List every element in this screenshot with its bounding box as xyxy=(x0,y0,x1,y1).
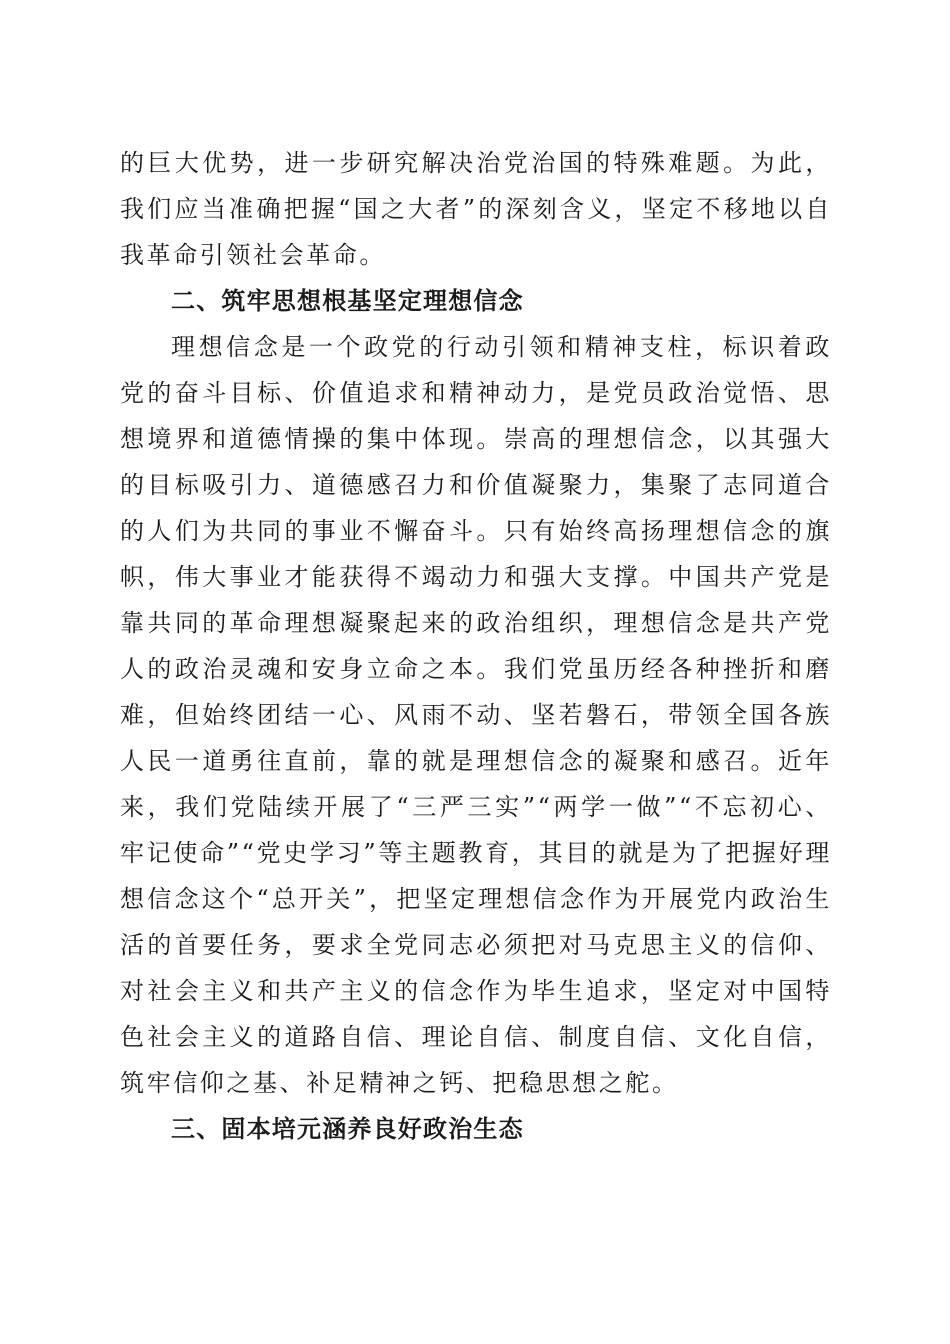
section-heading-2: 二、筑牢思想根基坚定理想信念 xyxy=(171,287,524,315)
continued-paragraph: 的巨大优势，进一步研究解决治党治国的特殊难题。为此，我们应当准确把握“国之大者”的深刻含义，坚定不移地以自我革命引领社会革命。 xyxy=(120,149,832,269)
section-2-paragraph: 理想信念是一个政党的行动引领和精神支柱，标识着政党的奋斗目标、价值追求和精神动力，是党员政治觉悟、思想境界和道德情操的集中体现。崇高的理想信念，以其强大的目标吸引力、道德感召力和价值凝聚力，集聚了志同道合的人们为共同的事业不懈奋斗。只有始终高扬理想信念的旗帜，伟大事业才能获得不竭动力和强大支撑。中国共产党是靠共同的革命理想凝聚起来的政治组织，理想信念是共产党人的政治灵魂和安身立命之本。我们党虽历经各种挫折和磨难，但始终团结一心、风雨不动、坚若磐石，带领全国各族人民一道勇往直前，靠的就是理想信念的凝聚和感召。近年来，我们党陆续开展了“三严三实”“两学一做”“不忘初心、牢记使命”“党史学习”等主题教育，其目的就是为了把握好理想信念这个“总开关”，把坚定理想信念作为开展党内政治生活的首要任务，要求全党同志必须把对马克思主义的信仰、对社会主义和共产主义的信念作为毕生追求，坚定对中国特色社会主义的道路自信、理论自信、制度自信、文化自信，筑牢信仰之基、补足精神之钙、把稳思想之舵。 xyxy=(120,333,832,1097)
section-heading-3: 三、固本培元涵养良好政治生态 xyxy=(171,1115,524,1143)
document-body xyxy=(120,140,832,1152)
